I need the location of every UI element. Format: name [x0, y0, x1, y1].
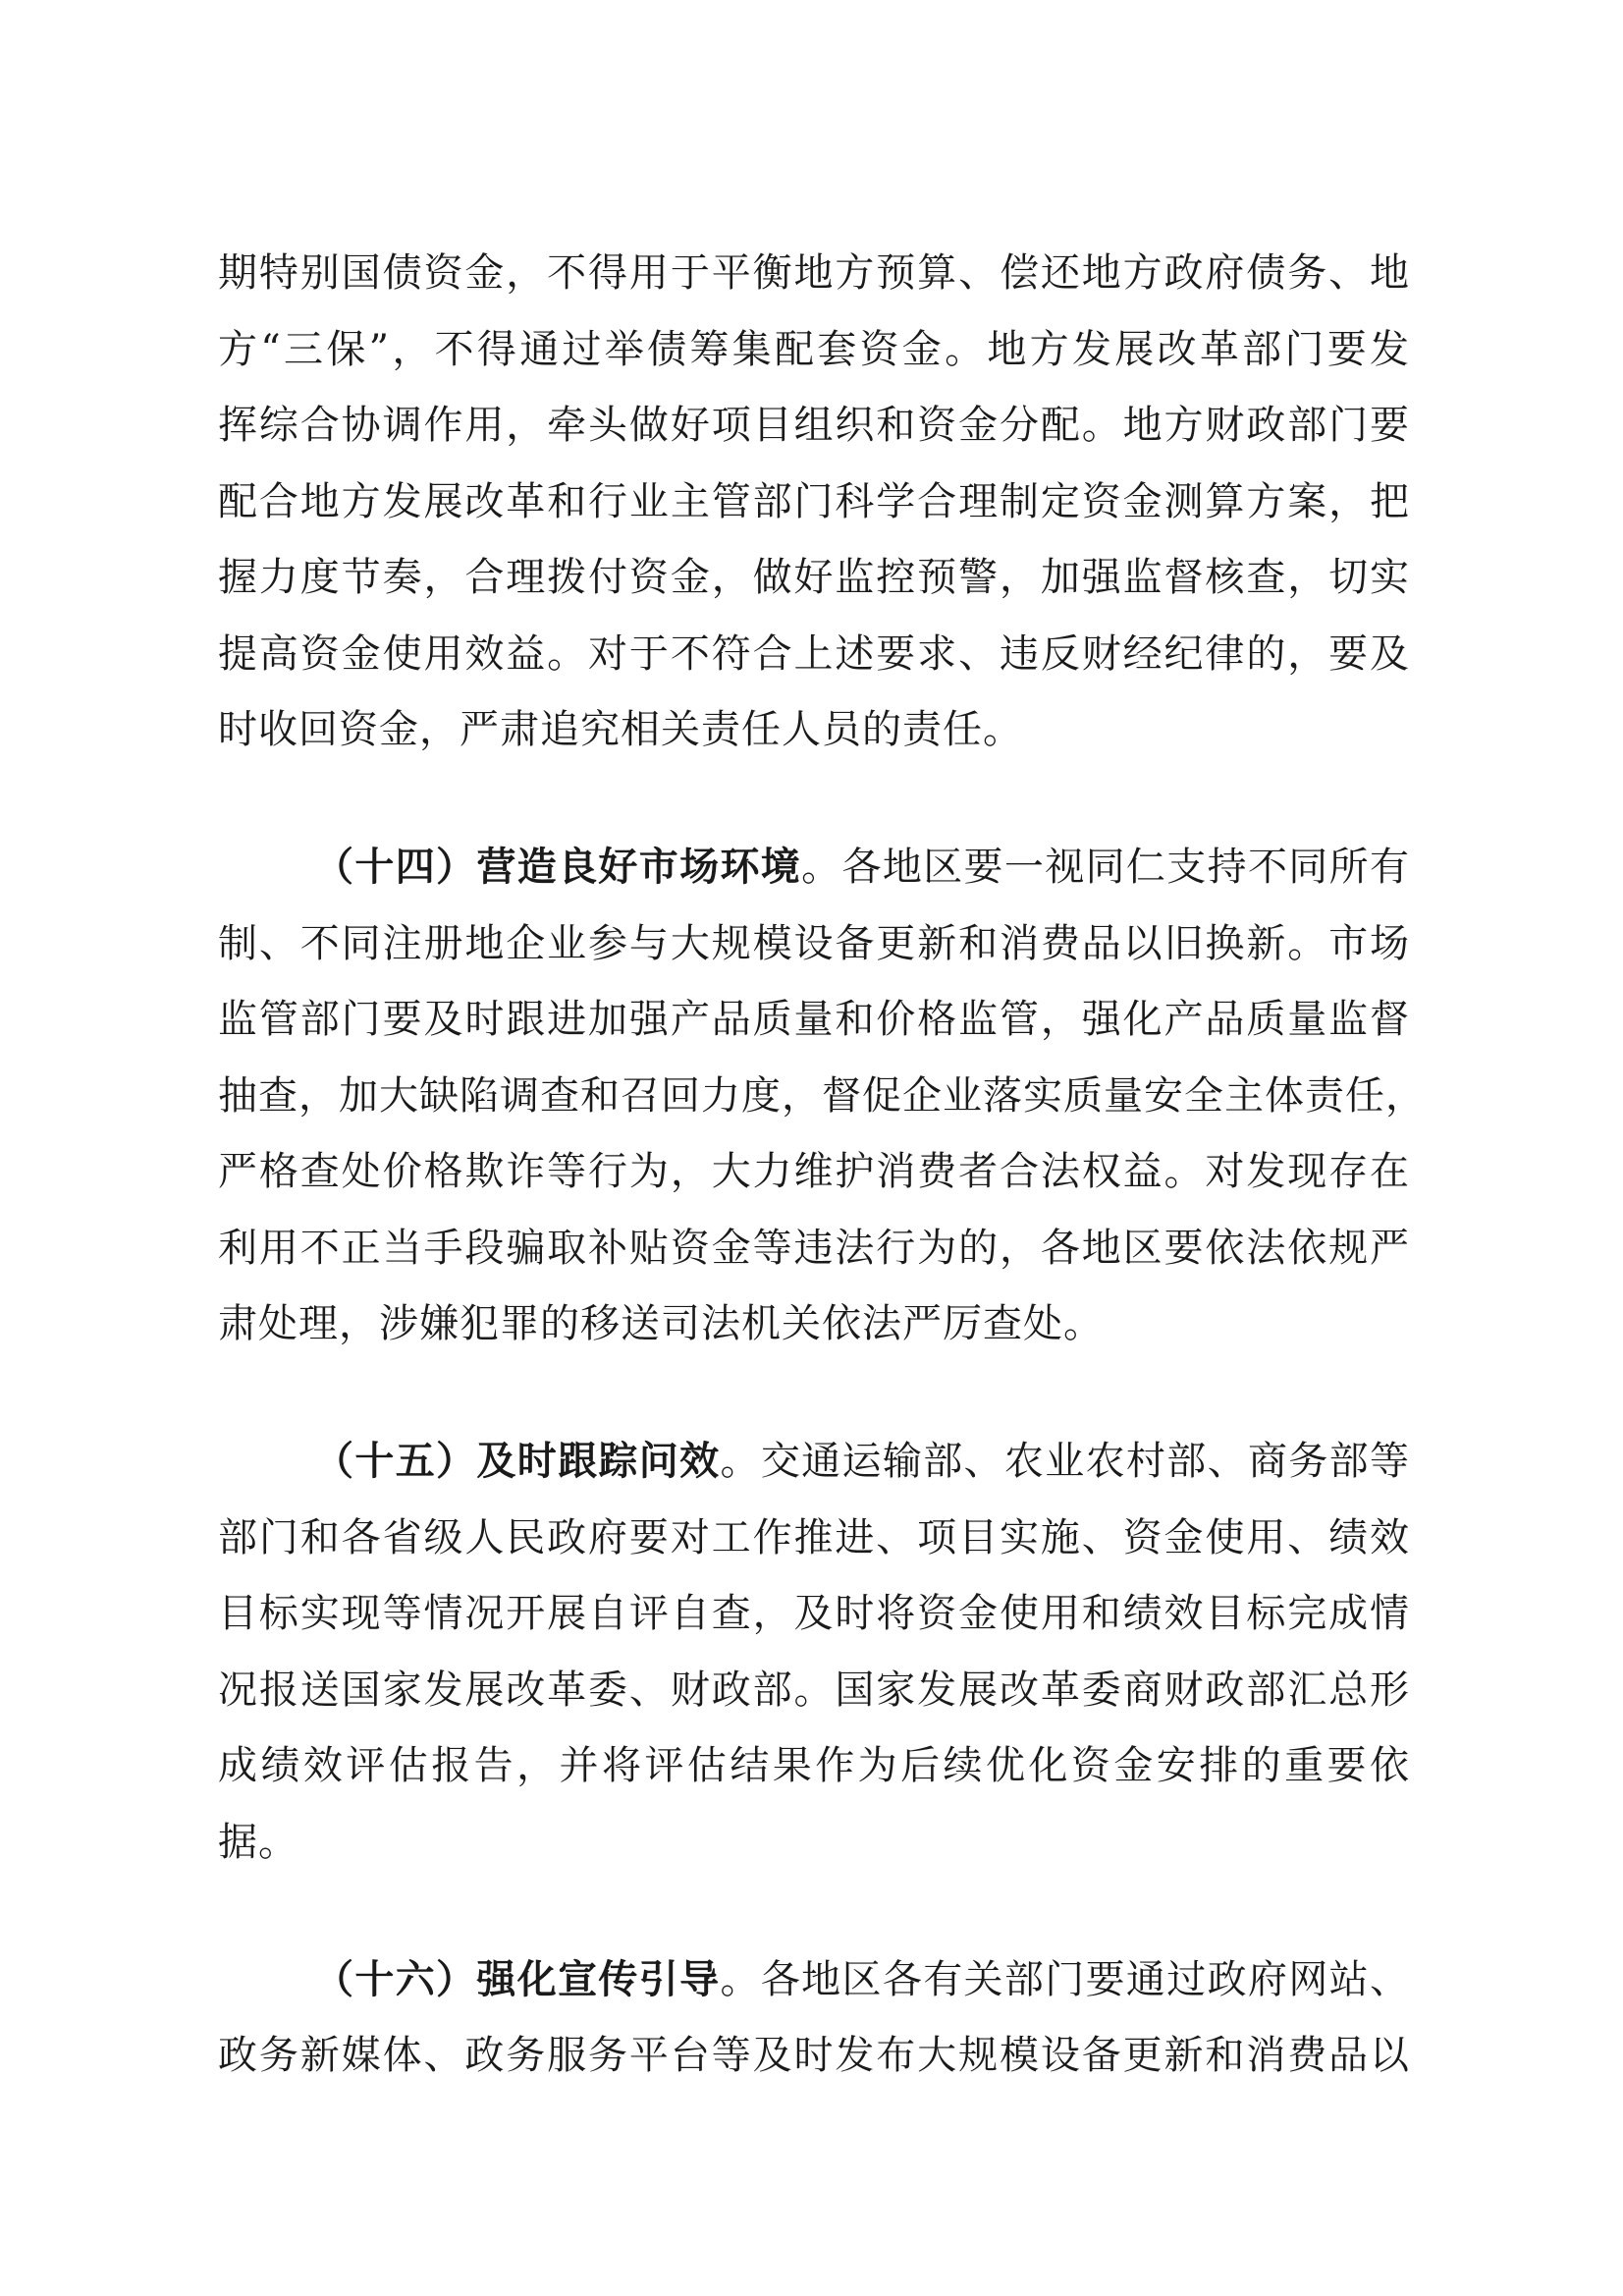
section-text: 。交通运输部、农业农村部、商务部等: [720, 1439, 1411, 1484]
paragraph-line: 严格查处价格欺诈等行为，大力维护消费者合法权益。对发现存在: [218, 1149, 1410, 1194]
paragraph-line: 成绩效评估报告，并将评估结果作为后续优化资金安排的重要依: [218, 1743, 1410, 1788]
paragraph-line: 况报送国家发展改革委、财政部。国家发展改革委商财政部汇总形: [218, 1667, 1410, 1713]
paragraph-line: 抽查，加大缺陷调查和召回力度，督促企业落实质量安全主体责任，: [218, 1073, 1426, 1119]
paragraph-line: 提高资金使用效益。对于不符合上述要求、违反财经纪律的，要及: [218, 631, 1410, 677]
section-heading: （十四）营造良好市场环境: [314, 845, 802, 890]
paragraph-line: 制、不同注册地企业参与大规模设备更新和消费品以旧换新。市场: [218, 921, 1410, 966]
section-first-line: [314, 836, 1410, 899]
section-heading: （十五）及时跟踪问效: [314, 1439, 721, 1484]
paragraph-line: 据。: [218, 1820, 298, 1865]
paragraph-line: 监管部门要及时跟进加强产品质量和价格监管，强化产品质量监督: [218, 997, 1410, 1042]
paragraph-line: 期特别国债资金，不得用于平衡地方预算、偿还地方政府债务、地: [218, 250, 1410, 296]
paragraph-line: 目标实现等情况开展自评自查，及时将资金使用和绩效目标完成情: [218, 1591, 1410, 1636]
paragraph-line: 握力度节奏，合理拨付资金，做好监控预警，加强监督核查，切实: [218, 555, 1410, 600]
paragraph-line: 挥综合协调作用，牵头做好项目组织和资金分配。地方财政部门要: [218, 403, 1410, 448]
section-first-line: [314, 1430, 1410, 1493]
section-first-line: [314, 1948, 1410, 2011]
paragraph-line: 配合地方发展改革和行业主管部门科学合理制定资金测算方案，把: [218, 479, 1410, 524]
section-text: 。各地区要一视同仁支持不同所有: [801, 845, 1411, 890]
paragraph-line: 肃处理，涉嫌犯罪的移送司法机关依法严厉查处。: [218, 1301, 1104, 1346]
paragraph-line: 部门和各省级人民政府要对工作推进、项目实施、资金使用、绩效: [218, 1515, 1410, 1560]
paragraph-line: 方“三保”，不得通过举债筹集配套资金。地方发展改革部门要发: [218, 327, 1410, 372]
section-heading: （十六）强化宣传引导: [314, 1957, 721, 2002]
section-text: 。各地区各有关部门要通过政府网站、: [720, 1957, 1411, 2002]
paragraph-line: 时收回资金，严肃追究相关责任人员的责任。: [218, 707, 1023, 752]
paragraph-line: 政务新媒体、政务服务平台等及时发布大规模设备更新和消费品以: [218, 2033, 1410, 2078]
paragraph-line: 利用不正当手段骗取补贴资金等违法行为的，各地区要依法依规严: [218, 1226, 1410, 1271]
